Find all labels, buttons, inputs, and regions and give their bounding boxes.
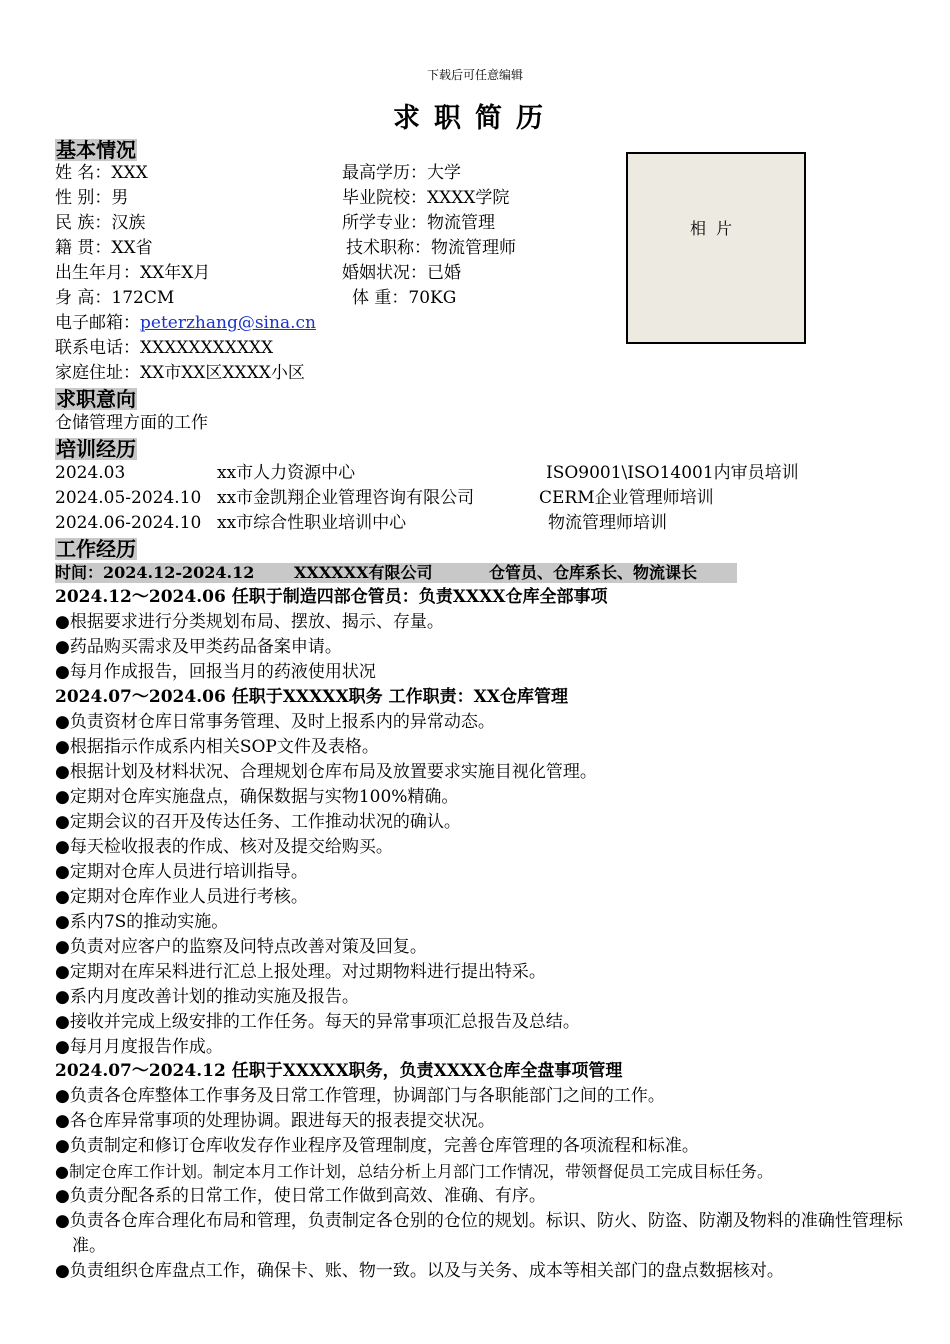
list-item: ●接收并完成上级安排的工作任务。每天的异常事项汇总报告及总结。 [55, 1012, 580, 1032]
height-field: 身 高：172CM [55, 288, 175, 308]
list-item: ●根据指示作成系内相关SOP文件及表格。 [55, 737, 379, 757]
training-org: xx市综合性职业培训中心 [217, 513, 407, 533]
list-item: ●负责各仓库合理化布局和管理，负责制定各仓别的仓位的规划。标识、防火、防盗、防潮及物料的准确性管理标准。 [55, 1211, 903, 1256]
work-roles: 仓管员、仓库系长、物流课长 [489, 563, 698, 582]
list-item: ●负责资材仓库日常事务管理、及时上报系内的异常动态。 [55, 712, 495, 732]
list-item: ●每天检收报表的作成、核对及提交给购买。 [55, 837, 393, 857]
training-course: ISO9001\ISO14001内审员培训 [546, 463, 799, 483]
training-org: xx市金凯翔企业管理咨询有限公司 [217, 488, 475, 508]
list-item: ●负责各仓库整体工作事务及日常工作管理，协调部门与各职能部门之间的工作。 [55, 1086, 665, 1106]
period-1-list [55, 610, 444, 685]
phone-field: 联系电话：XXXXXXXXXXX [55, 338, 274, 358]
gender-field: 性 别：男 [55, 188, 129, 208]
list-item: ●各仓库异常事项的处理协调。跟进每天的报表提交状况。 [55, 1111, 495, 1131]
work-summary-bar [55, 563, 737, 583]
top-note: 下载后可任意编辑 [426, 68, 523, 82]
job-title-field: 技术职称：物流管理师 [346, 238, 516, 258]
work-company: XXXXXX有限公司 [294, 563, 433, 582]
training-date: 2024.05-2024.10 [55, 488, 202, 508]
page-title: 求职简历 [393, 103, 557, 134]
photo-label: 相片 [689, 219, 742, 238]
list-item: ●根据要求进行分类规划布局、摆放、揭示、存量。 [55, 612, 444, 632]
section-work-heading: 工作经历 [56, 537, 136, 561]
list-item: ●每月作成报告，回报当月的药液使用状况 [55, 662, 376, 682]
list-item: ●定期对仓库人员进行培训指导。 [55, 862, 308, 882]
training-course: CERM企业管理师培训 [539, 488, 714, 508]
list-item: ●定期对仓库作业人员进行考核。 [55, 887, 308, 907]
list-item: ●系内7S的推动实施。 [55, 912, 229, 932]
period-2-list [55, 710, 597, 1060]
ethnicity-field: 民 族：汉族 [55, 213, 146, 233]
education-field: 最高学历：大学 [342, 163, 461, 183]
list-item: ●制定仓库工作计划。制定本月工作计划，总结分析上月部门工作情况，带领督促员工完成目标任务。 [55, 1162, 773, 1181]
period-3-heading: 2024.07～2024.12 任职于XXXXX职务，负责XXXX仓库全盘事项管理 [55, 1061, 623, 1081]
school-field: 毕业院校：XXXX学院 [342, 188, 510, 208]
period-2-heading: 2024.07～2024.06 任职于XXXXX职务 工作职责：XX仓库管理 [55, 687, 568, 707]
address-field: 家庭住址：XX市XX区XXXX小区 [55, 363, 305, 383]
training-date: 2024.03 [55, 463, 126, 483]
section-training-heading: 培训经历 [56, 437, 136, 461]
list-item: ●定期对仓库实施盘点，确保数据与实物100%精确。 [55, 787, 459, 807]
period-3-list [55, 1084, 922, 1284]
list-item: ●定期会议的召开及传达任务、工作推动状况的确认。 [55, 812, 461, 832]
list-item: ●负责对应客户的监察及问特点改善对策及回复。 [55, 937, 427, 957]
list-item: ●负责组织仓库盘点工作，确保卡、账、物一致。以及与关务、成本等相关部门的盘点数据核对。 [55, 1261, 784, 1281]
origin-field: 籍 贯：XX省 [55, 238, 153, 258]
training-date: 2024.06-2024.10 [55, 513, 202, 533]
list-item: ●负责制定和修订仓库收发存作业程序及管理制度，完善仓库管理的各项流程和标准。 [55, 1136, 699, 1156]
training-org: xx市人力资源中心 [217, 463, 356, 483]
email-link[interactable]: peterzhang@sina.cn [140, 313, 316, 333]
major-field: 所学专业：物流管理 [342, 213, 495, 233]
list-item: ●负责分配各系的日常工作，使日常工作做到高效、准确、有序。 [55, 1186, 546, 1206]
list-item: ●定期对在库呆料进行汇总上报处理。对过期物料进行提出特采。 [55, 962, 546, 982]
work-time: 时间：2024.12-2024.12 [55, 563, 255, 582]
marital-field: 婚姻状况：已婚 [342, 263, 461, 283]
birth-field: 出生年月：XX年X月 [55, 263, 211, 283]
training-course: 物流管理师培训 [548, 513, 667, 533]
list-item: ●每月月度报告作成。 [55, 1037, 223, 1057]
intent-text: 仓储管理方面的工作 [55, 413, 208, 433]
section-basic-heading: 基本情况 [56, 138, 136, 162]
period-1-heading: 2024.12～2024.06 任职于制造四部仓管员：负责XXXX仓库全部事项 [55, 587, 608, 607]
list-item: ●药品购买需求及甲类药品备案申请。 [55, 637, 342, 657]
photo-placeholder [626, 152, 806, 344]
list-item: ●系内月度改善计划的推动实施及报告。 [55, 987, 359, 1007]
weight-field: 体 重：70KG [352, 288, 457, 308]
name-field: 姓 名：XXX [55, 163, 148, 183]
email-row [55, 311, 316, 336]
email-label: 电子邮箱： [55, 313, 140, 333]
section-intent-heading: 求职意向 [56, 387, 136, 411]
list-item: ●根据计划及材料状况、合理规划仓库布局及放置要求实施目视化管理。 [55, 762, 597, 782]
